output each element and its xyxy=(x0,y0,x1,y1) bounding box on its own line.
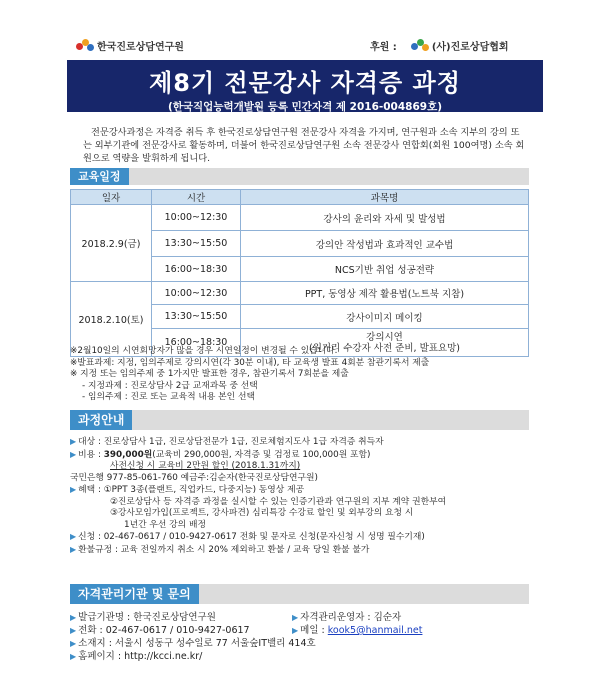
course-section-bar xyxy=(70,410,529,430)
table-row xyxy=(71,282,529,305)
note-item: ※발표과제: 지정, 임의주제로 강의시연(각 30분 이내), 타 교육생 발표 4회분 참관기록서 제출 xyxy=(70,357,430,368)
triangle-bullet-icon: ▶ xyxy=(70,626,77,635)
benefit-label: 혜택 : xyxy=(78,485,104,495)
phone-text: 전화 : 02-467-0617 / 010-9427-0617 xyxy=(78,625,250,636)
note-item: - 임의주제 : 진로 또는 교육적 내용 본인 선택 xyxy=(82,392,255,402)
time-cell: 16:00~18:30 xyxy=(152,257,241,282)
contact-row xyxy=(70,611,540,624)
contact-info xyxy=(70,611,540,663)
schedule-section-label: 교육일정 xyxy=(70,168,129,185)
bank-account: 국민은행 977-85-061-760 예금주:김순자(한국진로상담연구원) xyxy=(70,472,318,483)
info-item xyxy=(70,531,550,544)
header-logo-row xyxy=(0,34,610,56)
subject-line-1: 강의시연 xyxy=(366,331,403,343)
title-banner xyxy=(67,60,543,112)
table-row xyxy=(71,205,529,231)
info-item xyxy=(70,544,550,557)
cost-discount: 사전신청 시 교육비 2만원 할인 (2018.1.31까지) xyxy=(110,461,301,471)
apply-text: 신청 : 02-467-0617 / 010-9427-0617 전화 및 문자로 신청(문자신청 시 성명 필수기재) xyxy=(78,532,425,542)
time-cell: 16:00~18:30 xyxy=(152,329,241,357)
schedule-section-bar xyxy=(70,168,529,185)
course-info xyxy=(70,436,550,556)
subject-cell: 강의안 작성법과 효과적인 교수법 xyxy=(241,231,529,257)
time-cell: 13:30~15:50 xyxy=(152,305,241,329)
table-header-row xyxy=(71,190,529,205)
subject-line-2: (원거리 수강자 사전 준비, 발표요망) xyxy=(309,342,460,354)
info-item xyxy=(70,473,550,485)
note-item: - 지정과제 : 진로상담사 2급 교재과목 중 선택 xyxy=(82,380,258,391)
homepage-link[interactable]: 홈페이지 : http://kcci.ne.kr/ xyxy=(78,651,203,662)
benefit-text: 1년간 우선 강의 배정 xyxy=(124,519,206,530)
right-logo-text: (사)진로상담협회 xyxy=(431,42,509,53)
manager-text: 자격관리운영자 : 김순자 xyxy=(300,612,402,623)
left-logo xyxy=(76,38,184,53)
institute-logo-icon xyxy=(76,39,94,53)
cost-label: 비용 : xyxy=(78,449,104,460)
info-item xyxy=(70,520,550,532)
triangle-bullet-icon: ▶ xyxy=(70,485,77,494)
page-subtitle: (한국직업능력개발원 등록 민간자격 제 2016-004869호) xyxy=(167,101,443,113)
schedule-notes xyxy=(70,346,540,404)
org-section-bar xyxy=(70,584,529,604)
triangle-bullet-icon: ▶ xyxy=(292,626,299,635)
triangle-bullet-icon: ▶ xyxy=(70,639,77,648)
association-logo-icon xyxy=(411,39,429,53)
course-section-label: 과정안내 xyxy=(70,410,132,430)
contact-row xyxy=(70,650,540,663)
time-cell: 13:30~15:50 xyxy=(152,231,241,257)
sponsor-label: 후원 : xyxy=(370,42,397,53)
time-cell: 10:00~12:30 xyxy=(152,282,241,305)
cost-amount: 390,000원 xyxy=(103,449,153,460)
org-section-label: 자격관리기관 및 문의 xyxy=(70,584,199,604)
note-item: ※2월10일의 시연회망자가 많을 경우 시연일정이 변경될 수 있습니다. xyxy=(70,346,338,356)
triangle-bullet-icon: ▶ xyxy=(70,544,77,554)
intro-paragraph: 전문강사과정은 자격증 취득 후 한국진로상담연구원 전문강사 자격을 가지며, 연구원과 소속 지부의 강의 또는 외부기관에 전문강사로 활동하며, 더불어 한국진로상담연구원 소속 전문강사 연합회(회원 100여명) 소속 회원으로 역량을 발휘하게 됩니다. xyxy=(83,127,525,164)
note-item: ※ 지정 또는 임의주제 중 1가지만 발표한 경우, 참관기록서 7회분을 제출 xyxy=(70,369,349,379)
subject-cell: PPT, 동영상 제작 활용법(노트북 지참) xyxy=(241,282,529,305)
benefit-text: ③강사모임가입(프로젝트, 강사파견) 심리특강 수강료 할인 및 외부강의 요청 시 xyxy=(110,508,414,518)
issuer-text: 발급기관명 : 한국진로상담연구원 xyxy=(78,612,216,623)
cost-detail: (교육비 290,000원, 자격증 및 검정료 100,000원 포함) xyxy=(152,449,371,460)
info-item xyxy=(70,484,550,497)
date-cell: 2018.2.10(토) xyxy=(71,282,152,357)
time-cell: 10:00~12:30 xyxy=(152,205,241,231)
triangle-bullet-icon: ▶ xyxy=(70,437,77,446)
subject-cell: 강사이미지 메이킹 xyxy=(241,305,529,329)
sponsor xyxy=(370,38,509,53)
benefit-text: ①PPT 3종(플랜트, 직업카드, 다중지능) 동영상 제공 xyxy=(103,485,305,495)
email-link[interactable]: kook5@hanmail.net xyxy=(327,625,423,636)
col-header-time: 시간 xyxy=(152,190,241,205)
triangle-bullet-icon: ▶ xyxy=(70,652,77,661)
target-text: 대상 : 진로상담사 1급, 진로상담전문가 1급, 진로체험지도사 1급 자격증 취득자 xyxy=(78,437,384,447)
benefit-text: ②진로상담사 등 자격증 과정을 실시할 수 있는 인증기관과 연구원의 지부 계약 권한부여 xyxy=(110,496,447,507)
info-item xyxy=(70,436,550,449)
triangle-bullet-icon: ▶ xyxy=(70,613,77,622)
triangle-bullet-icon: ▶ xyxy=(70,449,77,459)
subject-cell: 강사의 윤리와 자세 및 발성법 xyxy=(241,205,529,231)
triangle-bullet-icon: ▶ xyxy=(70,532,77,541)
col-header-date: 일자 xyxy=(71,190,152,205)
info-item xyxy=(70,508,550,520)
triangle-bullet-icon: ▶ xyxy=(292,613,299,622)
col-header-subject: 과목명 xyxy=(241,190,529,205)
info-item xyxy=(70,449,550,462)
left-logo-text: 한국진로상담연구원 xyxy=(97,42,184,53)
contact-row xyxy=(70,637,540,650)
subject-cell: NCS기반 취업 성공전략 xyxy=(241,257,529,282)
page-title: 제8기 전문강사 자격증 과정 xyxy=(149,69,461,97)
mail-label: 메일 : xyxy=(300,625,328,636)
address-text: 소재지 : 서울시 성동구 성수일로 77 서울숲IT밸리 414호 xyxy=(78,638,316,649)
refund-text: 환불규정 : 교육 전일까지 취소 시 20% 제외하고 환불 / 교육 당일 환불 불가 xyxy=(78,544,370,555)
schedule-table xyxy=(70,189,529,357)
contact-row xyxy=(70,624,540,637)
date-cell: 2018.2.9(금) xyxy=(71,205,152,282)
info-item xyxy=(70,497,550,509)
info-item xyxy=(70,461,550,473)
